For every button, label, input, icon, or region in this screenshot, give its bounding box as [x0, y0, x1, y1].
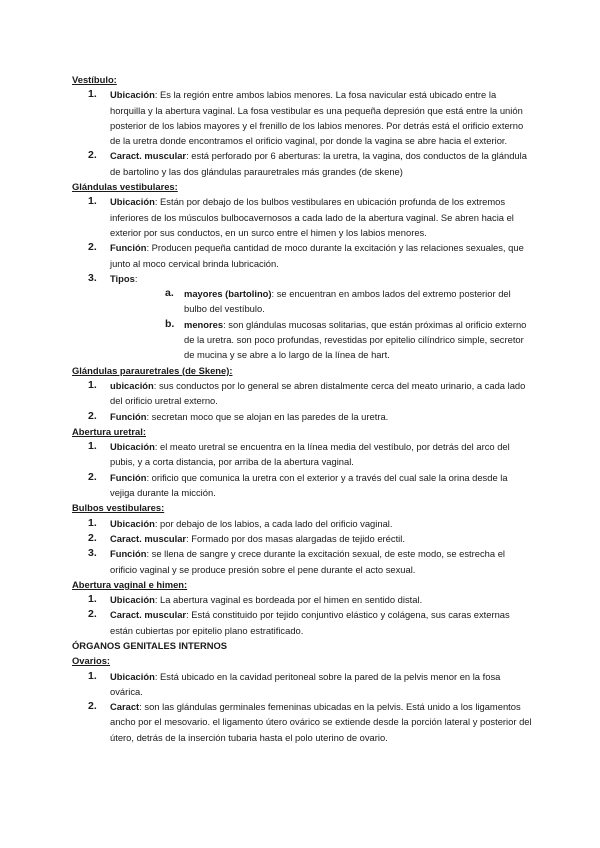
subitem-label: menores [184, 318, 224, 330]
numbered-list [72, 439, 532, 500]
item-label: Ubicación [110, 670, 155, 682]
list-item [72, 240, 532, 271]
list-item [72, 378, 532, 409]
item-number: 2. [88, 470, 97, 483]
item-text: : secretan moco que se alojan en las paredes de la uretra. [146, 410, 389, 422]
subitem-letter: b. [165, 317, 175, 330]
section-heading: Abertura vaginal e himen: [72, 578, 188, 590]
subitem-label: mayores (bartolino) [184, 288, 272, 300]
list-item [72, 87, 532, 148]
list-item [72, 546, 532, 577]
item-text: : está perforado por 6 aberturas: la uretra, la vagina, dos conductos de la glándula de bartolino y las dos glándulas parauretrales más grandes (de skene) [110, 150, 527, 177]
item-label: Ubicación [110, 594, 155, 606]
numbered-list [72, 378, 532, 424]
subitem-letter: a. [165, 287, 174, 300]
list-item [72, 409, 532, 424]
item-text: : Producen pequeña cantidad de moco durante la excitación y las relaciones sexuales, que junto al moco cervical brinda lubricación. [110, 242, 524, 269]
numbered-list [72, 516, 532, 577]
numbered-list [72, 194, 532, 362]
item-text: : Está ubicado en la cavidad peritoneal sobre la pared de la pelvis menor en la fosa ovárica. [110, 670, 501, 697]
section [72, 424, 532, 500]
item-number: 3. [88, 547, 97, 560]
item-text: : orificio que comunica la uretra con el exterior y a través del cual sale la orina desde la vejiga durante la micción. [110, 471, 508, 499]
list-item [72, 271, 532, 363]
numbered-list [72, 592, 532, 638]
sub-list-item [110, 317, 532, 363]
item-text: : se llena de sangre y crece durante la excitación sexual, de este modo, se estrecha el orificio vaginal y se produce presión sobre el pene durante el acto sexual. [110, 548, 505, 575]
numbered-list [72, 669, 532, 745]
item-number: 3. [88, 271, 97, 284]
item-number: 1. [88, 593, 97, 606]
item-text: : La abertura vaginal es bordeada por el himen en sentido distal. [154, 594, 423, 606]
item-text: : el meato uretral se encuentra en la línea media del vestíbulo, por detrás del arco del pubis, y a corta distancia, por arriba de la abertura vaginal. [110, 441, 510, 468]
section-heading: Ovarios: [72, 655, 111, 667]
item-number: 1. [88, 88, 97, 101]
item-label: Caract. muscular [110, 609, 187, 621]
list-item [72, 439, 532, 470]
item-label: Función [110, 242, 147, 254]
section [72, 638, 532, 653]
section-heading: ÓRGANOS GENITALES INTERNOS [72, 639, 228, 651]
subitem-text: : se encuentran en ambos lados del extremo posterior del bulbo del vestíbulo. [184, 288, 511, 315]
numbered-list [72, 87, 532, 179]
list-item [72, 148, 532, 179]
item-label: Ubicación [110, 441, 155, 453]
item-number: 1. [88, 378, 97, 391]
item-label: ubicación [110, 379, 154, 391]
item-number: 2. [88, 241, 97, 254]
section [72, 653, 532, 745]
list-item [72, 607, 532, 638]
item-number: 1. [88, 440, 97, 453]
section [72, 72, 532, 179]
item-label: Caract. muscular [110, 150, 187, 162]
item-text: : Es la región entre ambos labios menores. La fosa navicular está ubicado entre la horquilla y la abertura vaginal. La fosa vestibular es una pequeña depresión que está entre la unión posterior de los labios mayores y el frenillo de los labios menores. Por detrás está el orificio externo de la uretra donde encontramos el orificio vaginal, por donde la vagina se abre hacia el exterior. [110, 89, 524, 147]
list-item [72, 669, 532, 700]
list-item [72, 699, 532, 745]
document-body [72, 72, 532, 745]
item-text: : [134, 272, 138, 284]
item-label: Ubicación [110, 517, 155, 529]
item-number: 2. [88, 700, 97, 713]
list-item [72, 470, 532, 501]
section-heading: Glándulas parauretrales (de Skene): [72, 364, 233, 376]
item-label: Función [110, 471, 147, 483]
subitem-text: : son glándulas mucosas solitarias, que están próximas al orificio externo de la uretra. son poco profundas, revestidas por epitelio cilíndrico simple, secretor de mucina y se abre a lo largo de la línea de hart. [184, 318, 527, 361]
item-label: Ubicación [110, 196, 155, 208]
section-heading: Vestíbulo: [72, 74, 117, 85]
item-text: : Está constituido por tejido conjuntivo elástico y colágena, sus caras externas están cubiertas por epitelio plano estratificado. [110, 609, 510, 636]
item-number: 1. [88, 516, 97, 529]
list-item [72, 516, 532, 531]
item-text: : son las glándulas germinales femeninas ubicadas en la pelvis. Está unido a los ligamentos ancho por el mesovario. el ligamento útero ovárico se extiende desde la porción lateral y posterior del útero, detrás de la inserción tubaria hasta el polo uterino de ovario. [110, 701, 532, 743]
section [72, 577, 532, 638]
item-text: : sus conductos por lo general se abren distalmente cerca del meato urinario, a cada lado del orificio uretral externo. [110, 379, 526, 407]
section [72, 179, 532, 363]
item-label: Función [110, 548, 147, 560]
section-heading: Glándulas vestibulares: [72, 181, 178, 193]
item-number: 2. [88, 531, 97, 544]
item-label: Tipos [110, 272, 135, 284]
item-text: : Están por debajo de los bulbos vestibulares en ubicación profunda de los extremos inferiores de los músculos bulbocavernosos a cada lado de la abertura vaginal. Se abren hacia el exterior por sus conductos, en un surco entre el himen y los labios menores. [110, 196, 514, 238]
item-label: Función [110, 410, 147, 422]
item-number: 2. [88, 149, 97, 162]
section [72, 363, 532, 424]
list-item [72, 194, 532, 240]
item-label: Caract [110, 701, 140, 713]
list-item [72, 592, 532, 607]
sub-list-item [110, 286, 532, 317]
item-number: 1. [88, 195, 97, 208]
sub-list [110, 286, 532, 362]
item-text: : Formado por dos masas alargadas de tejido eréctil. [186, 532, 405, 544]
item-text: : por debajo de los labios, a cada lado del orificio vaginal. [154, 517, 393, 529]
item-number: 2. [88, 608, 97, 621]
item-number: 2. [88, 409, 97, 422]
section-heading: Abertura uretral: [72, 425, 146, 437]
section [72, 500, 532, 576]
item-label: Ubicación [110, 89, 155, 101]
list-item [72, 531, 532, 546]
item-number: 1. [88, 669, 97, 682]
item-label: Caract. muscular [110, 532, 187, 544]
section-heading: Bulbos vestibulares: [72, 502, 165, 514]
